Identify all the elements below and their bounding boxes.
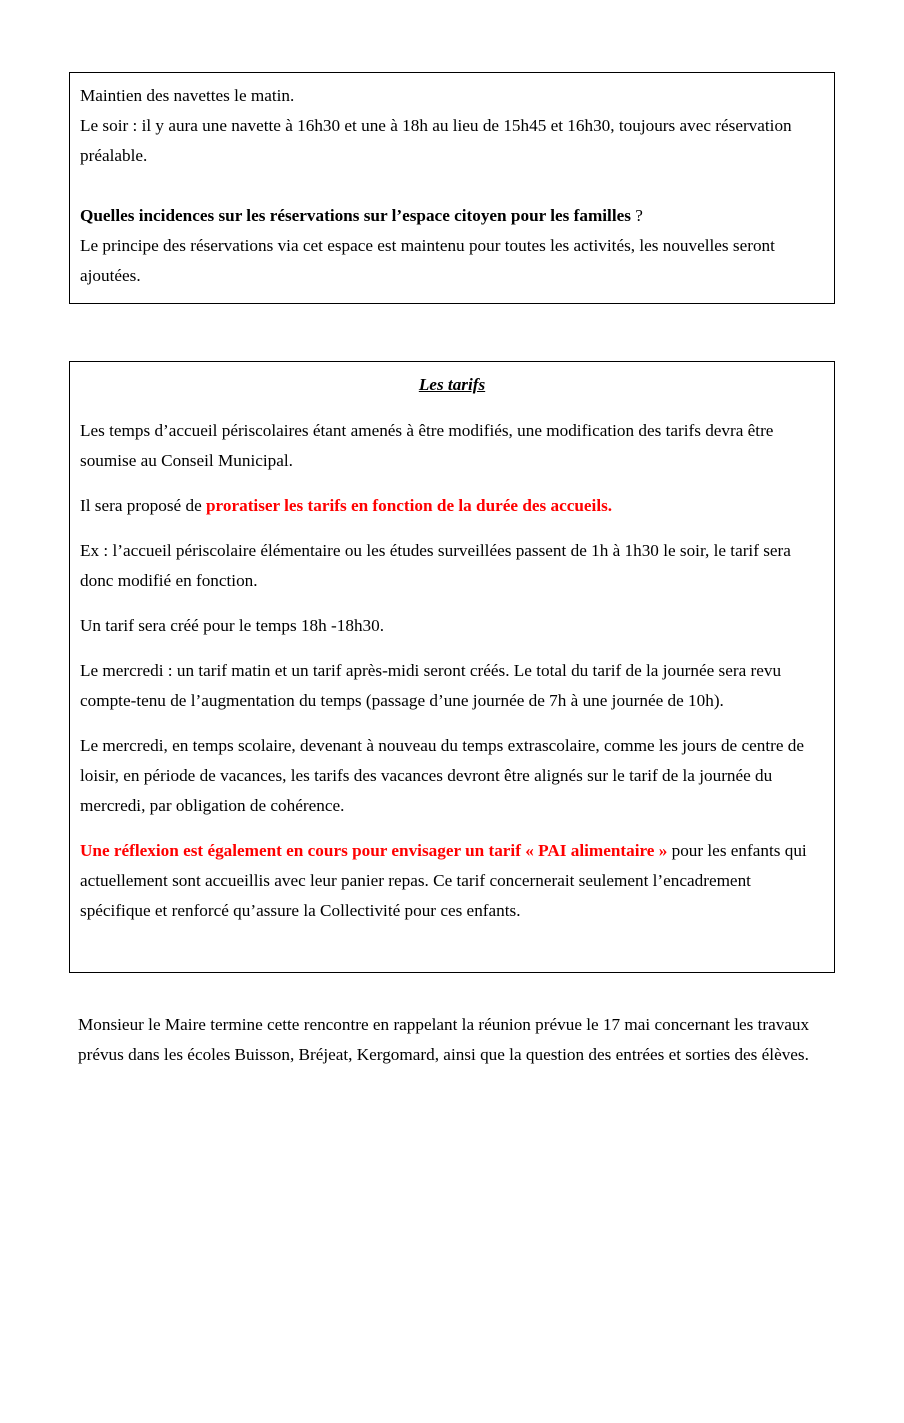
tarifs-paragraph-1: Les temps d’accueil périscolaires étant amenés à être modifiés, une modification des tarifs devra être soumise au Conseil Municipal. <box>80 421 774 470</box>
question-answer-text: Le principe des réservations via cet espace est maintenu pour toutes les activités, les nouvelles seront ajoutées. <box>80 236 775 285</box>
question-mark: ? <box>630 206 643 225</box>
reservations-info-box <box>69 72 835 304</box>
tarifs-paragraph-2-highlight: proratiser les tarifs en fonction de la durée des accueils. <box>206 496 613 515</box>
paragraph-gap <box>80 596 824 611</box>
navettes-evening-line: Le soir : il y aura une navette à 16h30 et une à 18h au lieu de 15h45 et 16h30, toujours avec réservation préalable. <box>80 116 792 165</box>
paragraph-gap <box>80 641 824 656</box>
paragraph-gap <box>80 521 824 536</box>
tarifs-info-box <box>69 361 835 973</box>
tarifs-section-title: Les tarifs <box>418 375 486 394</box>
paragraph-spacer <box>80 171 824 201</box>
tarifs-paragraph-4: Un tarif sera créé pour le temps 18h -18h30. <box>80 616 385 635</box>
paragraph-gap <box>80 716 824 731</box>
tarifs-paragraph-2 <box>80 491 824 521</box>
navettes-morning-line: Maintien des navettes le matin. <box>80 86 295 105</box>
question-heading-text: Quelles incidences sur les réservations sur l’espace citoyen pour les familles <box>80 206 631 225</box>
question-heading-line <box>80 201 824 231</box>
tarifs-paragraph-7-highlight: Une réflexion est également en cours pour envisager un tarif « PAI alimentaire » <box>80 841 668 860</box>
tarifs-paragraph-2-prefix: Il sera proposé de <box>80 496 206 515</box>
paragraph-gap <box>80 476 824 491</box>
closing-paragraph: Monsieur le Maire termine cette rencontre en rappelant la réunion prévue le 17 mai concernant les travaux prévus dans les écoles Buisson, Bréjeat, Kergomard, ainsi que la question des entrées et sorties des élèves. <box>78 1015 810 1064</box>
tarifs-paragraph-6: Le mercredi, en temps scolaire, devenant à nouveau du temps extrascolaire, comme les jours de centre de loisir, en période de vacances, les tarifs des vacances devront être alignés sur le tarif de la journée du mercredi, par obligation de cohérence. <box>80 736 804 815</box>
tarifs-paragraph-3: Ex : l’accueil périscolaire élémentaire ou les études surveillées passent de 1h à 1h30 le soir, le tarif sera donc modifié en fonction. <box>80 541 791 590</box>
tarifs-paragraph-7 <box>80 836 824 926</box>
paragraph-gap <box>80 821 824 836</box>
tarifs-paragraph-5: Le mercredi : un tarif matin et un tarif après-midi seront créés. Le total du tarif de la journée sera revu compte-tenu de l’augmentation du temps (passage d’une journée de 7h à une journée de 10h). <box>80 661 782 710</box>
tarifs-paragraph-7-rest: pour les enfants qui actuellement sont accueillis avec leur panier repas. Ce tarif concernerait seulement l’encadrement spécifique et renforcé qu’assure la Collectivité pour ces enfants. <box>80 841 807 920</box>
